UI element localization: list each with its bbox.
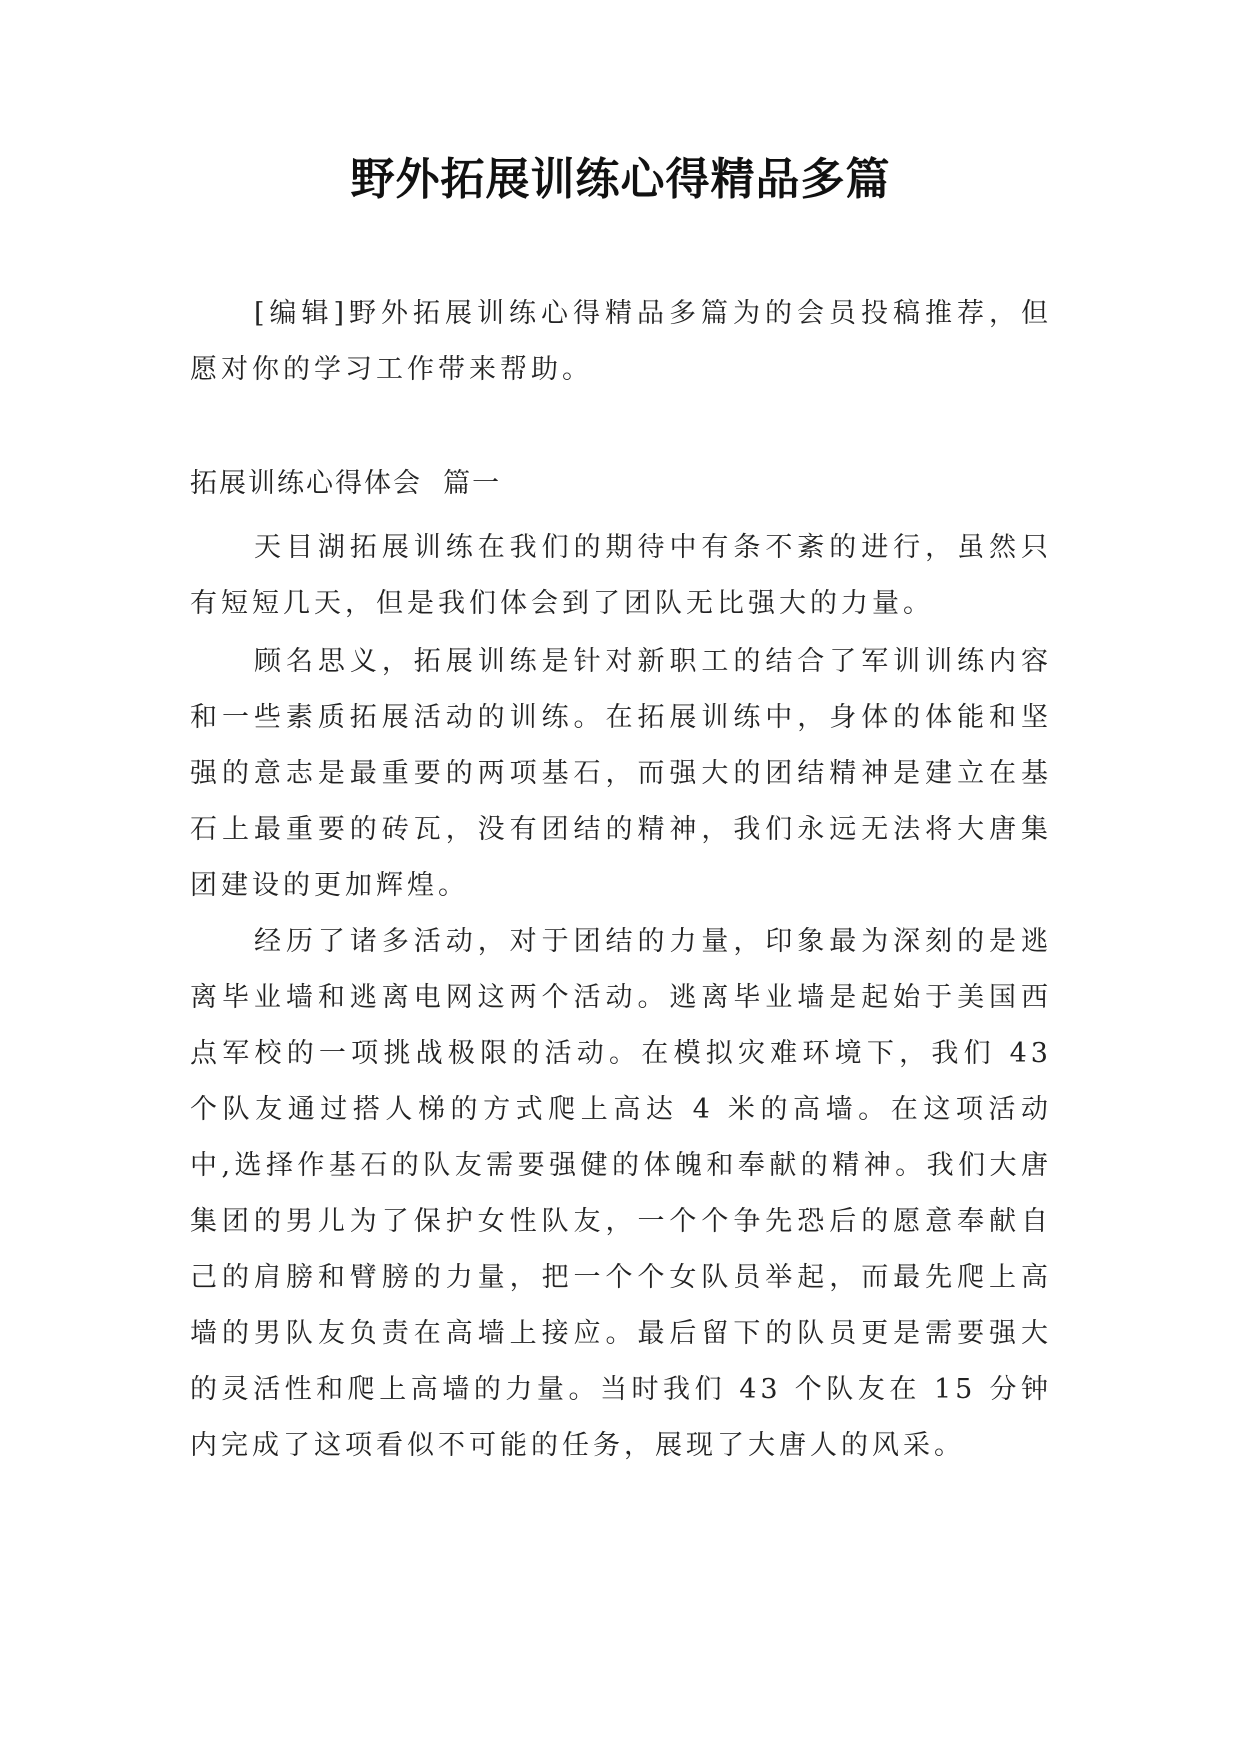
- body-paragraph-1: 天目湖拓展训练在我们的期待中有条不紊的进行，虽然只有短短几天，但是我们体会到了团队无比强大的力量。: [190, 532, 1052, 619]
- body-paragraph-2: 顾名思义，拓展训练是针对新职工的结合了军训训练内容和一些素质拓展活动的训练。在拓展训练中，身体的体能和坚强的意志是最重要的两项基石，而强大的团结精神是建立在基石上最重要的砖瓦，没有团结的精神，我们永远无法将大唐集团建设的更加辉煌。: [190, 646, 1052, 901]
- intro-paragraph: [编辑]野外拓展训练心得精品多篇为的会员投稿推荐，但愿对你的学习工作带来帮助。: [190, 298, 1052, 385]
- section-heading: 拓展训练心得体会 篇一: [190, 468, 502, 499]
- body-paragraph-3: 经历了诸多活动，对于团结的力量，印象最为深刻的是逃离毕业墙和逃离电网这两个活动。逃离毕业墙是起始于美国西点军校的一项挑战极限的活动。在模拟灾难环境下，我们 43 个队友通过搭人梯的方式爬上高达 4 米的高墙。在这项活动中,选择作基石的队友需要强健的体魄和奉献的精神。我们大唐集团的男儿为了保护女性队友，一个个争先恐后的愿意奉献自己的肩膀和臂膀的力量，把一个个女队员举起，而最先爬上高墙的男队友负责在高墙上接应。最后留下的队员更是需要强大的灵活性和爬上高墙的力量。当时我们 43 个队友在 15 分钟内完成了这项看似不可能的任务，展现了大唐人的风采。: [190, 926, 1052, 1461]
- document-title: 野外拓展训练心得精品多篇: [350, 154, 891, 205]
